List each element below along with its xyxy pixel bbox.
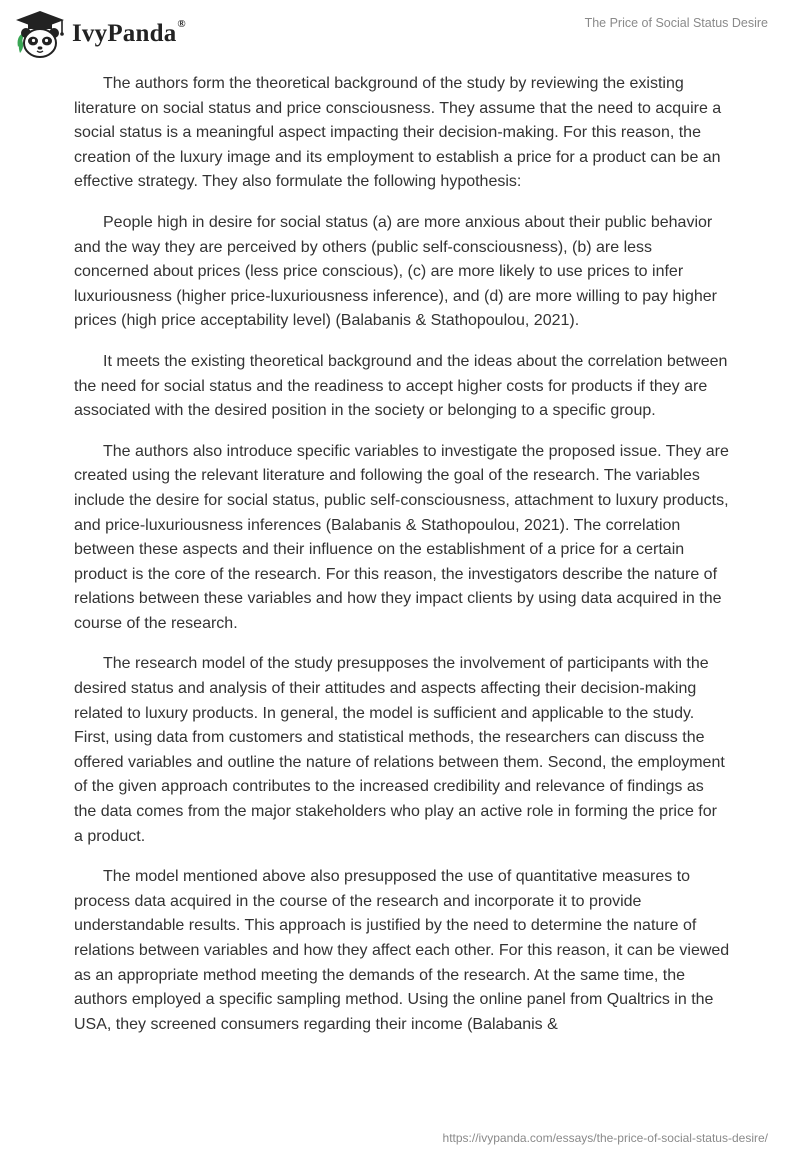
quoted-hypothesis: People high in desire for social status (a) are more anxious about their public behavior and the way they are perceived by others (public self-consciousness), (b) are less concerned about prices (less price conscious), (c) are more likely to use prices to infer luxuriousness (higher price-luxuriousness inference), and (d) are more willing to pay higher prices (high price acceptability level) (Balabanis & Stathopoulou, 2021). [74,213,717,330]
document-title: The Price of Social Status Desire [584,16,768,30]
paragraph: The authors form the theoretical background of the study by reviewing the existing literature on social status and price consciousness. They assume that the need to acquire a social status is a meaningful aspect impacting their decision-making. For this reason, the creation of the luxury image and its employment to establish a price for a product can be an effective strategy. They also formulate the following hypothesis: [74,75,722,191]
paragraph: It meets the existing theoretical background and the ideas about the correlation between the need for social status and the readiness to accept higher costs for products if they are associated with the desired position in the society or belonging to a specific group. [74,352,728,420]
panda-mascot-icon [14,9,66,59]
brand-name: IvyPanda® [72,18,186,47]
paragraph: The authors also introduce specific variables to investigate the proposed issue. They are created using the relevant literature and following the goal of the research. The variables include the desire for social status, public self-consciousness, attachment to luxury products, and price-luxuriousness inferences (Balabanis & Stathopoulou, 2021). The correlation between these aspects and their influence on the establishment of a price for a certain product is the core of the research. For this reason, the investigators describe the nature of relations between these variables and how they impact clients by using data acquired in the course of the research. [74,442,729,632]
page-header [0,0,800,70]
paragraph: The model mentioned above also presupposed the use of quantitative measures to process data acquired in the course of the research and incorporate it to provide understandable results. This approach is justified by the need to determine the nature of relations between variables and how they affect each other. For this reason, it can be viewed as an appropriate method meeting the demands of the research. At the same time, the authors employed a specific sampling method. Using the online panel from Qualtrics in the USA, they screened consumers regarding their income (Balabanis & [74,868,730,1033]
source-url[interactable]: https://ivypanda.com/essays/the-price-of-social-status-desire/ [442,1131,768,1145]
essay-body [74,72,730,1053]
paragraph: The research model of the study presupposes the involvement of participants with the desired status and analysis of their attitudes and aspects affecting their decision-making related to luxury products. In general, the model is sufficient and applicable to the study. First, using data from customers and statistical methods, the researchers can discuss the offered variables and outline the nature of relations between them. Second, the employment of the given approach contributes to the increased credibility and relevance of findings as the data comes from the major stakeholders who play an active role in forming the price for a product. [74,655,725,845]
ivypanda-logo[interactable] [14,9,186,59]
